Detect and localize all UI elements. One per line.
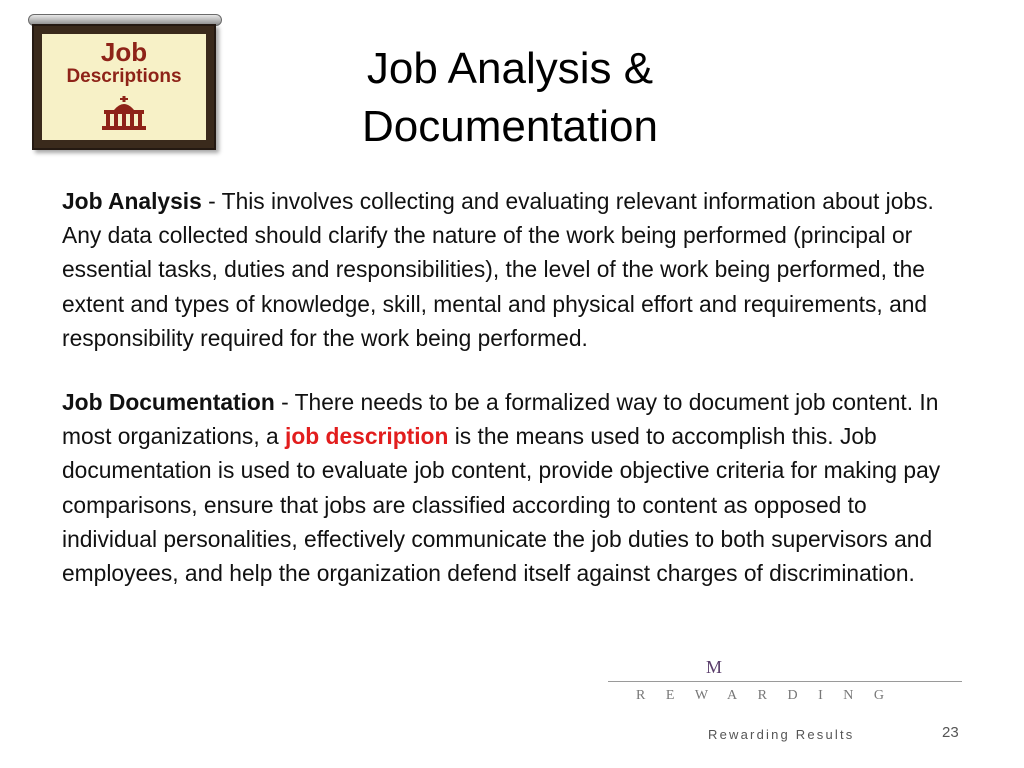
- job-analysis-text: - This involves collecting and evaluating relevant information about jobs. Any data collected should clarify the nature of the work being performed (principal or essential tasks, duties and responsibilities), the level of the work being performed, the extent and types of knowledge, skill, mental and physical effort and requirements, and responsibility required for the work being performed.: [62, 188, 934, 351]
- slide-title-line-2: Documentation: [362, 102, 658, 151]
- job-description-highlight: job description: [285, 423, 449, 450]
- job-analysis-paragraph: [62, 184, 967, 355]
- job-documentation-term: Job Documentation: [62, 389, 275, 416]
- footer-tagline: Rewarding Results: [708, 727, 855, 742]
- logo-frame: [32, 24, 216, 150]
- job-documentation-text-after: is the means used to accomplish this. Job documentation is used to evaluate job content, provide objective criteria for making pay comparisons, ensure that jobs are classified according to content as opposed to individual personalities, effectively communicate the job duties to both supervisors and employees, and help the organization defend itself against charges of discrimination.: [62, 423, 941, 587]
- building-icon: [100, 96, 148, 130]
- job-analysis-term: Job Analysis: [62, 188, 202, 214]
- slide-body: [62, 184, 967, 620]
- logo-line-1: Job: [100, 37, 148, 67]
- slide-title: [300, 40, 720, 156]
- logo-panel: [42, 34, 206, 140]
- footer-monogram: M: [706, 657, 723, 677]
- footer-brand: REWARDING: [636, 688, 905, 703]
- job-descriptions-logo: [28, 14, 222, 154]
- logo-line-2: Descriptions: [66, 66, 182, 87]
- rewarding-footer-logo: [608, 655, 964, 745]
- job-documentation-paragraph: [62, 385, 967, 590]
- job-documentation-text-before: - There needs to be a formalized way to document job content. In most organizations, a: [62, 389, 939, 450]
- footer-divider: [608, 681, 962, 682]
- slide-title-line-1: Job Analysis &: [366, 44, 654, 93]
- page-number: 23: [942, 724, 959, 741]
